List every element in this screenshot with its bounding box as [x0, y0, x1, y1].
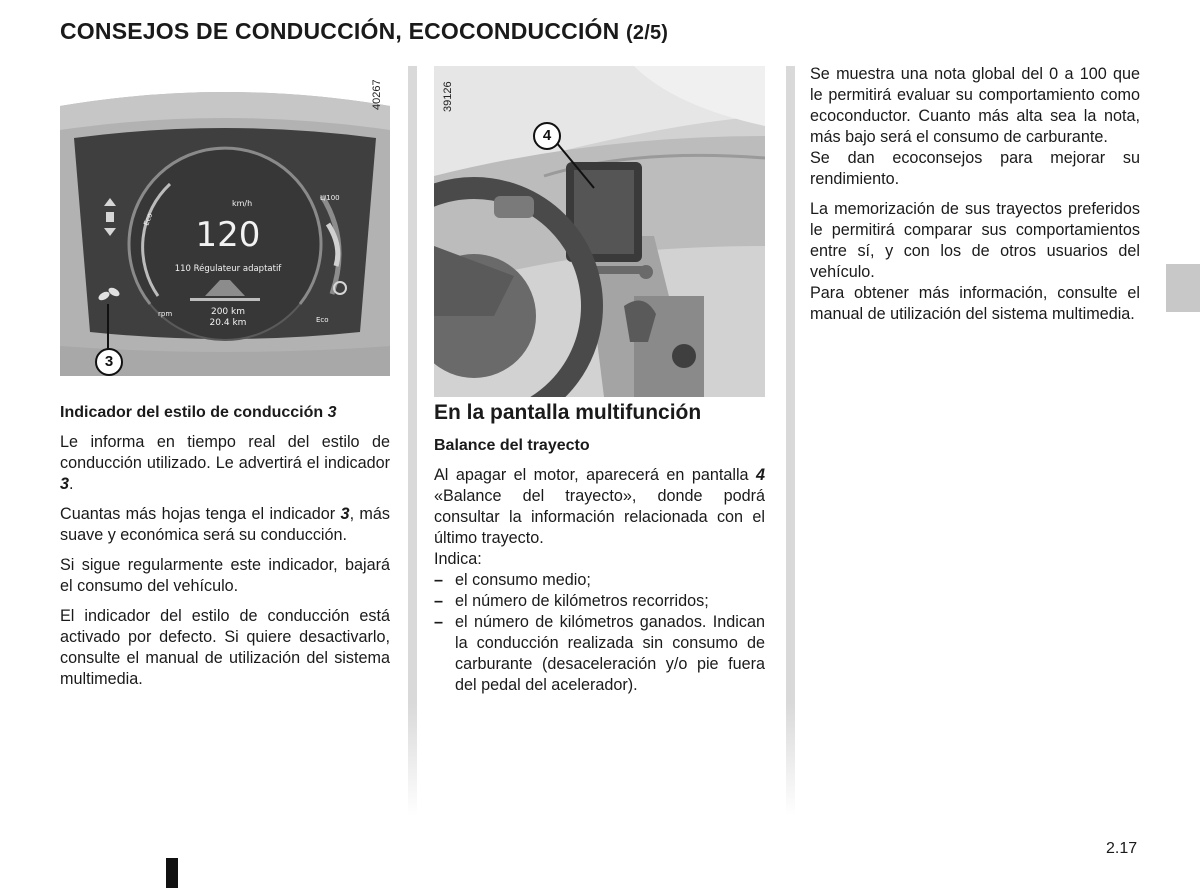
trip-balance-heading: Balance del trayecto: [434, 437, 590, 454]
right-column-text: [810, 64, 1140, 334]
section-title: En la pantalla multifunción: [434, 401, 702, 424]
paragraph: El indicador del estilo de conducción está activado por defecto. Si quiere desactivarlo, consulte el manual de utilización del sistema multimedia.: [60, 607, 390, 688]
instrument-cluster-figure: [60, 66, 390, 376]
eco-label-right: Eco: [316, 316, 329, 324]
paragraph: La memorización de sus trayectos preferidos le permitirá comparar sus comportamientos entre sí, y con los de otros usuarios del vehículo.: [810, 200, 1140, 281]
text-span: Cuantas más hojas tenga el indicador: [60, 505, 341, 523]
gauge-unit-label: L/100: [320, 194, 340, 202]
indica-label: Indica:: [434, 550, 482, 568]
callout-leader-3: [60, 66, 390, 376]
page-number: 2.17: [1106, 840, 1138, 857]
paragraph: Si sigue regularmente este indicador, bajará el consumo del vehículo.: [60, 556, 390, 595]
column-separator-right: [786, 66, 795, 816]
dial-unit-label: km/h: [232, 199, 253, 208]
figure-code-left: 40267: [371, 79, 383, 110]
title-text: CONSEJOS DE CONDUCCIÓN, ECOCONDUCCIÓN: [60, 18, 620, 44]
ref-number: 4: [755, 466, 765, 484]
list-item: – el consumo medio;: [434, 570, 765, 591]
paragraph: Se dan ecoconsejos para mejorar su rendimiento.: [810, 149, 1140, 188]
heading-ref: 3: [327, 404, 337, 421]
driving-style-heading: [60, 402, 390, 423]
paragraph: Se muestra una nota global del 0 a 100 que le permitirá evaluar su comportamiento como ecoconductor. Cuanto más alta sea la nota, más bajo será el consumo de carburante.: [810, 65, 1140, 146]
text-span: , más suave y económica será su conducción.: [60, 505, 391, 544]
text-span: Le informa en tiempo real del estilo de conducción utilizado. Le advertirá el indicador: [60, 433, 390, 472]
paragraph: [60, 432, 390, 495]
paragraph: [434, 465, 765, 549]
cruise-readout: 110 Régulateur adaptatif: [174, 264, 282, 274]
callout-leader-4: [434, 66, 765, 397]
paragraph: Para obtener más información, consulte el manual de utilización del sistema multimedia.: [810, 284, 1140, 323]
list-item: – el número de kilómetros recorridos;: [434, 591, 765, 612]
ref-number: 3: [340, 505, 350, 523]
page-title: [60, 18, 668, 45]
page-indicator: (2/5): [626, 22, 669, 44]
info-list: [434, 570, 765, 696]
column-separator-left: [408, 66, 417, 816]
ref-number: 3: [60, 475, 70, 493]
text-span: Al apagar el motor, aparecerá en pantalla: [434, 466, 756, 484]
callout-4: 4: [533, 122, 561, 150]
heading-text: Indicador del estilo de conducción: [60, 404, 324, 421]
speed-readout: 120: [195, 215, 261, 255]
callout-3: 3: [95, 348, 123, 376]
text-span: «Balance del trayecto», donde podrá consultar la información relacionada con el último trayecto.: [434, 487, 765, 547]
figure-code-middle: 39126: [442, 81, 454, 112]
distance-readout-1: 200 km: [210, 307, 246, 317]
print-mark: [166, 858, 178, 888]
text-span: .: [69, 475, 74, 493]
eco-label-left: Eco: [142, 212, 155, 227]
distance-readout-2: 20.4 km: [209, 318, 247, 328]
section-tab: [1166, 264, 1200, 312]
list-item: – el número de kilómetros ganados. Indican la conducción realizada sin consumo de carburante (desaceleración y/o pie fuera del pedal del acelerador).: [434, 612, 765, 696]
rpm-label: rpm: [158, 310, 173, 318]
paragraph: [60, 504, 390, 546]
left-column-text: [60, 402, 390, 699]
car-interior-figure: [434, 66, 765, 397]
middle-column-text: [434, 402, 765, 696]
